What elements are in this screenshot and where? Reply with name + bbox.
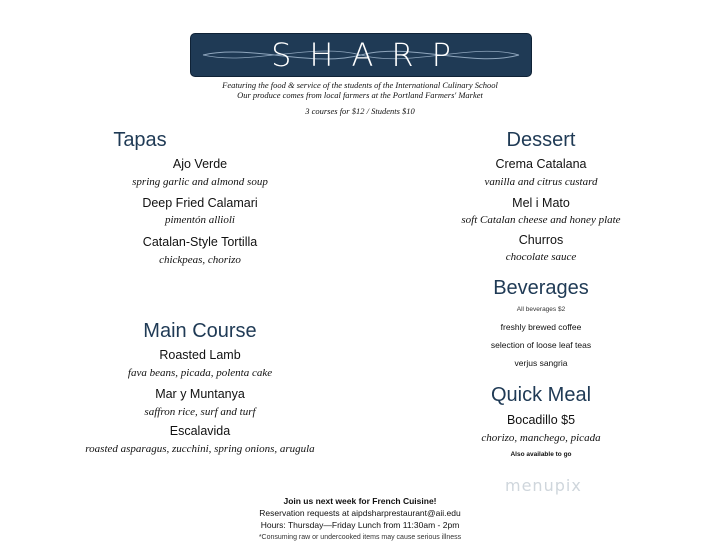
tapas-item-2-name: Deep Fried Calamari [142, 196, 258, 210]
dessert-item-2-name: Mel i Mato [512, 196, 570, 210]
beverage-item-2: selection of loose leaf teas [490, 340, 592, 350]
tapas-item-2-desc: pimentón allioli [165, 214, 235, 226]
dessert-item-1-name: Crema Catalana [495, 157, 587, 171]
intro-line-1: Featuring the food & service of the students of the International Culinary School [222, 80, 498, 90]
quick-meal-heading: Quick Meal [490, 384, 592, 406]
footer-announcement: Join us next week for French Cuisine! [283, 496, 437, 506]
dessert-heading: Dessert [506, 129, 576, 151]
main-item-1-desc: fava beans, picada, polenta cake [127, 367, 273, 379]
tapas-item-1-desc: spring garlic and almond soup [132, 176, 268, 188]
tapas-heading: Tapas [113, 129, 167, 151]
tapas-item-3-desc: chickpeas, chorizo [159, 254, 241, 266]
intro-line-2: Our produce comes from local farmers at the Portland Farmers' Market [237, 90, 483, 100]
tapas-item-3-name: Catalan-Style Tortilla [142, 235, 258, 249]
beverages-heading: Beverages [493, 277, 589, 299]
footer-hours: Hours: Thursday—Friday Lunch from 11:30am - 2pm [260, 520, 460, 530]
dessert-item-1-desc: vanilla and citrus custard [484, 176, 598, 188]
right-column [411, 0, 671, 556]
beverage-item-3: verjus sangria [514, 358, 568, 368]
main-item-3-name: Escalavida [169, 424, 231, 438]
beverages-note: All beverages $2 [516, 306, 566, 313]
footer-reservations: Reservation requests at aipdsharprestaurant@aii.edu [259, 508, 461, 518]
logo-text: SHARP [271, 36, 469, 74]
beverage-item-1: freshly brewed coffee [500, 322, 582, 332]
main-item-3-desc: roasted asparagus, zucchini, spring onions, arugula [85, 443, 315, 455]
quick-item-desc: chorizo, manchego, picada [481, 432, 601, 444]
dessert-item-3-desc: chocolate sauce [505, 251, 577, 263]
dessert-item-3-name: Churros [518, 233, 564, 247]
to-go-note: Also available to go [510, 451, 572, 458]
main-item-2-desc: saffron rice, surf and turf [144, 406, 256, 418]
quick-item-name: Bocadillo $5 [506, 413, 576, 427]
footer-disclaimer: *Consuming raw or undercooked items may cause serious illness [258, 534, 462, 541]
pricing-note: 3 courses for $12 / Students $10 [305, 106, 415, 116]
main-item-1-name: Roasted Lamb [159, 348, 241, 362]
main-item-2-name: Mar y Muntanya [155, 387, 245, 401]
watermark: menupix [505, 476, 582, 495]
main-course-heading: Main Course [143, 320, 257, 342]
tapas-item-1-name: Ajo Verde [172, 157, 228, 171]
left-column [60, 0, 340, 556]
dessert-item-2-desc: soft Catalan cheese and honey plate [461, 214, 621, 226]
